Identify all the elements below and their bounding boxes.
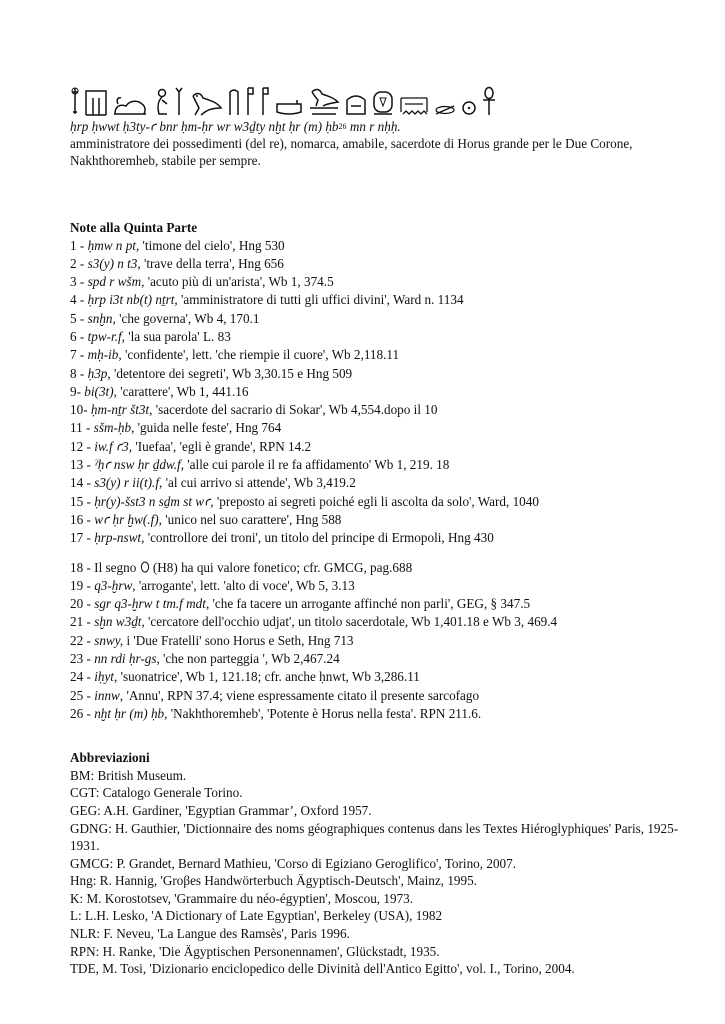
note-term: ḥmw n pt, bbox=[87, 237, 140, 253]
note-number: 17 - bbox=[70, 530, 95, 546]
abbreviation-entry: GMCG: P. Grandet, Bernard Mathieu, 'Corso di Egiziano Geroglifico', Torino, 2007. bbox=[70, 855, 517, 871]
note-item bbox=[70, 456, 680, 474]
note-term: ḥ3p, bbox=[87, 365, 111, 381]
note-item bbox=[70, 310, 680, 328]
note-definition: 'alle cui parole il re fa affidamento' Wb 1, 219. 18 bbox=[184, 457, 450, 473]
slanted-bar-sign-icon bbox=[434, 104, 456, 116]
note-definition: 'Nakhthoremheb', 'Potente è Horus nella festa'. RPN 211.6. bbox=[167, 705, 482, 721]
flag-sign-icon bbox=[245, 86, 255, 116]
note-definition: , 'unico nel suo carattere', Hng 588 bbox=[158, 511, 342, 527]
note-number: 25 - bbox=[70, 687, 95, 703]
abbreviation-entry: Hng: R. Hannig, 'Groβes Handwörterbuch Ägyptisch-Deutsch', Mainz, 1995. bbox=[70, 873, 478, 889]
note-number: 11 - bbox=[70, 420, 94, 436]
falcon-sign-icon bbox=[189, 90, 223, 116]
note-item bbox=[70, 511, 680, 529]
note-definition: 'amministratore di tutti gli uffici divini', Ward n. 1134 bbox=[177, 292, 464, 308]
note-item bbox=[70, 668, 680, 686]
abbreviation-entry: NLR: F. Neveu, 'La Langue des Ramsès', Paris 1996. bbox=[70, 926, 350, 942]
papyrus-stalk-sign-icon bbox=[174, 86, 184, 116]
notes-list bbox=[70, 237, 680, 548]
transliteration bbox=[70, 118, 680, 135]
note-term: nn rdi ḥr-gs bbox=[94, 651, 157, 667]
note-number: 14 - bbox=[70, 475, 95, 491]
note-definition: 'Iuefaa', 'egli è grande', RPN 14.2 bbox=[132, 438, 312, 454]
sun-disk-sign-icon bbox=[461, 100, 477, 116]
note-number: 5 - bbox=[70, 310, 88, 326]
note-definition: 'trave della terra', Hng 656 bbox=[140, 255, 284, 271]
note-definition: 'acuto più di un'arista', Wb 1, 374.5 bbox=[144, 274, 334, 290]
note-definition: , 'guida nelle feste', Hng 764 bbox=[131, 420, 282, 436]
note-number: 21 - bbox=[70, 614, 95, 630]
note-term: s3(y) n t3, bbox=[87, 255, 141, 271]
abbreviation-entry: L: L.H. Lesko, 'A Dictionary of Late Egyptian', Berkeley (USA), 1982 bbox=[70, 908, 443, 924]
note-term: iw.f ꜥ3, bbox=[94, 438, 133, 454]
footnote-marker: 26 bbox=[338, 122, 347, 131]
note-definition: , 'controllore dei troni', un titolo del principe di Ermopoli, Hng 430 bbox=[141, 530, 494, 546]
note-definition: , 'Annu', RPN 37.4; viene espressamente citato il presente sarcofago bbox=[119, 687, 480, 703]
abbreviation-entry: GEG: A.H. Gardiner, 'Egyptian Grammar’, Oxford 1957. bbox=[70, 802, 372, 818]
note-definition: , 'sacerdote del sacrario di Sokar', Wb 4,554.dopo il 10 bbox=[149, 402, 438, 418]
transliteration-main: ḥrp ḥwwt ḥ3ty-ꜥ bnr ḥm-ḥr wr w3ḏty nḫt ḥr (m) ḥb bbox=[70, 119, 339, 134]
note-item bbox=[70, 595, 680, 613]
note-item bbox=[70, 237, 680, 255]
flag-sign-icon bbox=[260, 86, 270, 116]
falcon-on-perch-sign-icon bbox=[308, 86, 340, 116]
note-number: 8 - bbox=[70, 365, 88, 381]
note-term: ḥrp-nswt bbox=[94, 530, 142, 546]
note-number: 26 - bbox=[70, 705, 95, 721]
note-term: ḥr(y)-šst3 n sḏm st wꜥ, bbox=[94, 493, 214, 509]
note-definition: , 'che fa tacere un arrogante affinché non parli', GEG, § 347.5 bbox=[205, 596, 531, 612]
note-item bbox=[70, 474, 680, 492]
note-number: 1 - bbox=[70, 237, 88, 253]
recumbent-lion-sign-icon bbox=[112, 94, 148, 116]
notes-list-2 bbox=[70, 577, 680, 723]
note-item bbox=[70, 346, 680, 364]
note-term: innw bbox=[94, 687, 120, 703]
note-item bbox=[70, 291, 680, 309]
note-definition: , 'che non parteggia ', Wb 2,467.24 bbox=[156, 651, 340, 667]
abbreviation-entry: K: M. Korostotsev, 'Grammaire du néo-égyptien', Moscou, 1973. bbox=[70, 890, 414, 906]
note-item bbox=[70, 687, 680, 705]
note-term: sšm-ḥb bbox=[93, 420, 132, 436]
note-number: 4 - bbox=[70, 292, 88, 308]
note-number: 22 - bbox=[70, 632, 95, 648]
abbreviations-list bbox=[70, 767, 680, 978]
note-term: ḥrp i3t nb(t) nṯrt, bbox=[87, 292, 178, 308]
note-definition: 'preposto ai segreti poiché egli li ascolta da solo', Ward, 1040 bbox=[213, 493, 539, 509]
note-number: 24 - bbox=[70, 669, 95, 685]
note-definition: , 'confidente', lett. 'che riempie il cuore', Wb 2,118.11 bbox=[118, 347, 400, 363]
note-number: 6 - bbox=[70, 328, 88, 344]
note-definition: , 'carattere', Wb 1, 441.16 bbox=[113, 383, 249, 399]
abbreviation-entry: GDNG: H. Gauthier, 'Dictionnaire des noms géographiques contenus dans les Textes Hiéroglyphiques' Paris, 1925-1931. bbox=[70, 820, 679, 854]
abbreviations-heading: Abbreviazioni bbox=[70, 750, 150, 766]
abbreviation-entry: BM: British Museum. bbox=[70, 767, 187, 783]
abbreviation-entry: CGT: Catalogo Generale Torino. bbox=[70, 785, 243, 801]
enclosure-sign-icon bbox=[85, 88, 107, 116]
note-term: q3-ḫrw bbox=[94, 577, 133, 593]
note-number: 3 - bbox=[70, 274, 88, 290]
note-item bbox=[70, 255, 680, 273]
note-term: sḫn w3ḏt bbox=[94, 614, 142, 630]
note-term: mḥ-ib bbox=[87, 347, 119, 363]
abbreviation-entry: TDE, M. Tosi, 'Dizionario enciclopedico delle Divinità dell'Antico Egitto', vol. I., Torino, 2004. bbox=[70, 961, 575, 977]
cartouche-sign-icon bbox=[372, 90, 394, 116]
note-number: 15 - bbox=[70, 493, 95, 509]
note-item bbox=[70, 493, 680, 511]
note-definition: , 'suonatrice', Wb 1, 121.18; cfr. anche ḥnwt, Wb 3,286.11 bbox=[113, 669, 420, 685]
note-item bbox=[70, 577, 680, 595]
note-definition: i 'Due Fratelli' sono Horus e Seth, Hng 713 bbox=[123, 632, 354, 648]
hieroglyph-line bbox=[70, 82, 680, 116]
note-number: 12 - bbox=[70, 438, 95, 454]
transliteration-end: mn r nḥḥ. bbox=[346, 119, 401, 134]
note-term: s3(y) r ii(t).f, bbox=[94, 475, 163, 491]
note-item bbox=[70, 613, 680, 631]
note-18-after: (H8) ha qui valore fonetico; cfr. GMCG, pag.688 bbox=[149, 559, 413, 575]
note-number: 19 - bbox=[70, 577, 95, 593]
water-line-sign-icon bbox=[399, 94, 429, 116]
notes-heading: Note alla Quinta Parte bbox=[70, 220, 198, 235]
note-term: sgr q3-ḫrw t tm.f mdt bbox=[94, 596, 206, 612]
note-definition: 'detentore dei segreti', Wb 3,30.15 e Hng 509 bbox=[110, 365, 353, 381]
note-item bbox=[70, 365, 680, 383]
note-term: tpw-r.f, bbox=[87, 328, 125, 344]
note-item-18 bbox=[70, 559, 680, 577]
note-term: ˀḥꜥ nsw ḥr ḏdw.f, bbox=[94, 457, 184, 473]
translation-text: amministratore dei possedimenti (del re), nomarca, amabile, sacerdote di Horus grande per le Due Corone, Nakhthoremheb, stabile per sempre. bbox=[70, 136, 633, 168]
note-term: bi(3t) bbox=[84, 383, 114, 399]
notes-spacer bbox=[70, 548, 680, 559]
note-definition: , 'arrogante', lett. 'alto di voce', Wb 5, 3.13 bbox=[132, 577, 355, 593]
note-item bbox=[70, 632, 680, 650]
note-definition: 'la sua parola' L. 83 bbox=[124, 328, 231, 344]
seated-man-sign-icon bbox=[153, 88, 169, 116]
abbreviation-entry: RPN: H. Ranke, 'Die Ägyptischen Personennamen', Glückstadt, 1935. bbox=[70, 943, 440, 959]
note-item bbox=[70, 650, 680, 668]
note-term: spd r wšm, bbox=[87, 274, 145, 290]
note-number: 10- bbox=[70, 402, 91, 418]
note-item bbox=[70, 705, 680, 723]
bread-loaf-sign-icon bbox=[345, 94, 367, 116]
note-number: 7 - bbox=[70, 347, 88, 363]
note-item bbox=[70, 383, 680, 401]
note-term: nḫt ḥr (m) ḥb, bbox=[94, 705, 168, 721]
note-number: 9- bbox=[70, 383, 85, 399]
note-term: snwy, bbox=[94, 632, 124, 648]
note-term: ḥm-nṯr št3t bbox=[90, 402, 150, 418]
basket-sign-icon bbox=[275, 100, 303, 116]
egg-sign-icon bbox=[140, 561, 150, 573]
note-item bbox=[70, 273, 680, 291]
note-item bbox=[70, 529, 680, 547]
note-definition: 'che governa', Wb 4, 170.1 bbox=[115, 310, 260, 326]
note-definition: 'timone del cielo', Hng 530 bbox=[139, 237, 285, 253]
note-item bbox=[70, 328, 680, 346]
note-item bbox=[70, 438, 680, 456]
note-definition: 'al cui arrivo si attende', Wb 3,419.2 bbox=[162, 475, 356, 491]
note-18-before: 18 - Il segno bbox=[70, 559, 140, 575]
note-item bbox=[70, 401, 680, 419]
note-number: 13 - bbox=[70, 457, 95, 473]
note-number: 23 - bbox=[70, 651, 95, 667]
note-number: 2 - bbox=[70, 255, 88, 271]
note-number: 20 - bbox=[70, 596, 95, 612]
note-definition: , 'cercatore dell'occhio udjat', un titolo sacerdotale, Wb 1,401.18 e Wb 3, 469.4 bbox=[141, 614, 558, 630]
ankh-sign-icon bbox=[482, 86, 496, 116]
enclosure-sign-icon bbox=[228, 88, 240, 116]
note-term: snḫn, bbox=[87, 310, 116, 326]
note-term: wꜥ ḥr ḫw(.f) bbox=[94, 511, 159, 527]
rudder-sign-icon bbox=[70, 86, 80, 116]
note-number: 16 - bbox=[70, 511, 95, 527]
note-item bbox=[70, 419, 680, 437]
document-page bbox=[70, 82, 680, 978]
note-term: iḥyt bbox=[94, 669, 114, 685]
